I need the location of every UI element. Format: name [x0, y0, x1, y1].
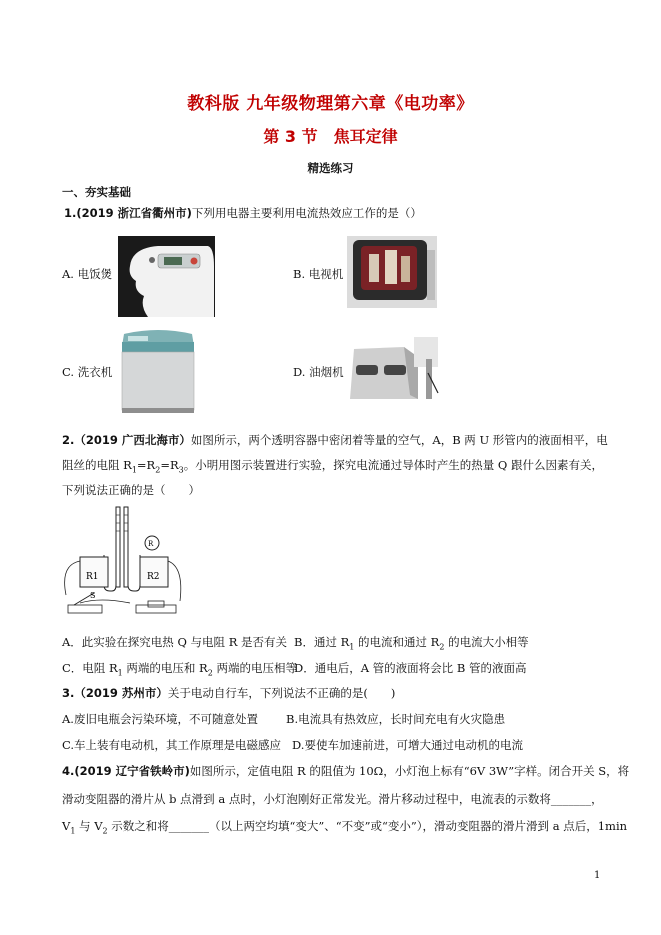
question-3-stem: 关于电动自行车，下列说法不正确的是( ) [167, 686, 396, 700]
question-3-source: 3.（2019 苏州市） [62, 686, 168, 700]
subscript: 3 [178, 465, 184, 475]
option-a-label: A. 电饭煲 [62, 267, 113, 281]
text-run: 示数之和将_______（以上两空均填“变大”、“不变”或“变小”），滑动变阻器的滑片滑到 a 点后，1min [107, 819, 628, 833]
subscript: 2 [102, 826, 108, 836]
subscript: 2 [439, 642, 445, 652]
rice-cooker-photo [118, 236, 215, 317]
text-run: B．通过 R [294, 635, 350, 649]
page-number: 1 [594, 870, 601, 881]
subtitle: 精选练习 [307, 161, 354, 175]
subscript: 1 [131, 465, 137, 475]
question-3-option-b: B.电流具有热效应，长时间充电有火灾隐患 [286, 712, 506, 726]
text-run: 两端的电压和 R [122, 661, 208, 675]
question-1-source: 1.(2019 浙江省衢州市) [64, 206, 192, 220]
question-4-line-1 [62, 763, 629, 779]
question-4-line-2: 滑动变阻器的滑片从 b 点滑到 a 点时，小灯泡刚好正常发光。滑片移动过程中，电流表的示数将_______， [62, 792, 603, 806]
r2-label: R2 [147, 572, 160, 582]
subscript: 1 [117, 668, 123, 678]
text-run: 的电流和通过 R [354, 635, 440, 649]
section-title: 第 3 节 焦耳定律 [263, 127, 398, 146]
question-2-option-a: A．此实验在探究电热 Q 与电阻 R 是否有关 [62, 635, 288, 649]
option-c-label: C. 洗衣机 [62, 365, 113, 379]
joule-heat-apparatus-diagram [60, 505, 185, 617]
question-2-source: 2.（2019 广西北海市） [62, 433, 191, 447]
subscript: 2 [155, 465, 161, 475]
text-run: 两端的电压相等 [212, 661, 297, 675]
question-3-option-c: C.车上装有电动机，其工作原理是电磁感应 [62, 738, 282, 752]
question-1-stem: 下列用电器主要利用电流热效应工作的是（） [191, 206, 422, 220]
r1-label: R1 [86, 572, 99, 582]
question-2-option-d: D．通电后，A 管的液面将会比 B 管的液面高 [294, 661, 527, 675]
question-3-option-d: D.要使车加速前进，可增大通过电动机的电流 [292, 738, 523, 752]
text-run: =R [136, 458, 156, 472]
question-2-line-2 [62, 457, 603, 478]
text-run: V [62, 819, 71, 833]
option-d-label: D. 油烟机 [293, 365, 344, 379]
text-run: 的电流大小相等 [444, 635, 529, 649]
text-run: C．电阻 R [62, 661, 118, 675]
question-3 [62, 685, 395, 701]
question-1 [64, 205, 422, 221]
question-2-line-3: 下列说法正确的是（ ） [62, 483, 200, 497]
question-2-line-1 [62, 432, 608, 448]
question-3-option-a: A.废旧电瓶会污染环境，不可随意处置 [62, 712, 258, 726]
question-2-option-b [294, 634, 529, 651]
washing-machine-photo [118, 328, 198, 414]
subscript: 2 [207, 668, 213, 678]
option-b-label: B. 电视机 [293, 267, 344, 281]
subscript: 1 [349, 642, 355, 652]
subscript: 1 [70, 826, 76, 836]
text-run: =R [160, 458, 179, 472]
text-run: 。小明用图示装置进行实验，探究电流通过导体时产生的热量 Q 跟什么因素有关， [183, 458, 603, 472]
question-4-line-3 [62, 818, 627, 839]
text-run: 与 V [75, 819, 103, 833]
question-4-text: 如图所示，定值电阻 R 的阻值为 10Ω，小灯泡上标有“6V 3W”字样。闭合开关 S，将 [189, 764, 630, 778]
question-4-source: 4.(2019 辽宁省铁岭市) [62, 764, 190, 778]
document-title: 教科版 九年级物理第六章《电功率》 [187, 94, 474, 114]
part-heading: 一、夯实基础 [62, 185, 131, 199]
switch-label: S [90, 591, 96, 600]
range-hood-photo [344, 333, 440, 407]
question-2-text: 如图所示，两个透明容器中密闭着等量的空气，A，B 两 U 形管内的液面相平，电 [190, 433, 608, 447]
text-run: 阻丝的电阻 R [62, 458, 132, 472]
television-photo [347, 236, 437, 308]
question-2-option-c [62, 660, 297, 677]
r3-symbol: R [148, 540, 154, 548]
